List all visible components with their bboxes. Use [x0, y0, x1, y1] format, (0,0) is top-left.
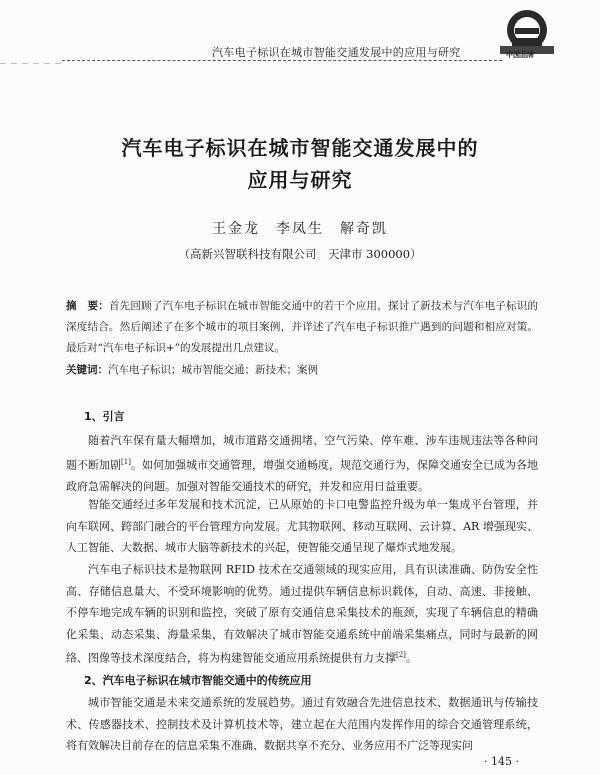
section-1-paragraph-1: 随着汽车保有量大幅增加，城市道路交通拥堵、空气污染、停车难、涉车违规违法等各种问题不断加剧[1]。如何加强城市交通管理，增强交通畅度，规范交通行为，保障交通安全已成为各地政府急需解决的问题。加强对智能交通技术的研究，并发和应用日益重要。	[66, 434, 539, 493]
running-title: 汽车电子标识在城市智能交通发展中的应用与研究	[212, 46, 461, 59]
section-2-heading: 2、汽车电子标识在城市智能交通中的传统应用	[84, 674, 312, 687]
affiliation: （高新兴智联科技有限公司 天津市 300000）	[178, 247, 422, 261]
abstract	[66, 296, 538, 359]
running-header	[0, 0, 600, 64]
section-2-paragraph-1: 城市智能交通是未来交通系统的发展趋势。通过有效融合先进信息技术、数据通讯与传输技术、传感器技术、控制技术及计算机技术等，建立起在大范围内发挥作用的综合交通管理系统，将有效解决目前存在的信息采集不准确、数据共享不充分、业务应用不广泛等现实问	[66, 696, 538, 753]
keywords	[66, 362, 538, 377]
keywords-text: 汽车电子标识；城市智能交通；新技术；案例	[108, 364, 318, 376]
section-1-paragraph-3: 汽车电子标识技术是物联网 RFID 技术在交通领域的现实应用，具有识读准确、防伪安全性高、存储信息量大、不受环境影响的优势。通过提供车辆信息标识载体，自动、高速、非接触、不停车地完成车辆的识别和监控，突破了原有交通信息采集技术的瓶颈，实现了车辆信息的精确化采集、动态采集、海量采集，有效解决了城市智能交通系统中前端采集痛点，同时与最新的网络、图像等技术深度结合，将为构建智能交通应用系统提供有力支撑[2]。	[66, 563, 538, 666]
article-title-line-1: 汽车电子标识在城市智能交通发展中的	[121, 136, 479, 160]
section-1-heading: 1、引言	[84, 410, 125, 423]
keywords-label: 关键词：	[66, 364, 108, 376]
abstract-label: 摘 要：	[66, 300, 109, 312]
page-number: · 145 ·	[484, 755, 519, 768]
abstract-text: 首先回顾了汽车电子标识在城市智能交通中的若干个应用，探讨了新技术与汽车电子标识的深度结合。然后阐述了在多个城市的项目案例，并详述了汽车电子标识推广遇到的问题和相应对策。最后对“汽车电子标识+”的发展提出几点建议。	[66, 300, 539, 354]
article-title-line-2: 应用与研究	[247, 168, 353, 192]
section-1-paragraph-2: 智能交通经过多年发展和技术沉淀，已从原始的卡口电警监控升级为单一集成平台管理，并向车联网、跨部门融合的平台管理方向发展。尤其物联网、移动互联网、云计算、AR 增强现实、人工智能、大数据、城市大脑等新技术的兴起，使智能交通呈现了爆炸式地发展。	[66, 498, 538, 555]
logo-text: 中国品牌	[506, 51, 534, 59]
authors: 王金龙 李凤生 解奇凯	[212, 221, 388, 237]
header-rule	[62, 60, 502, 61]
